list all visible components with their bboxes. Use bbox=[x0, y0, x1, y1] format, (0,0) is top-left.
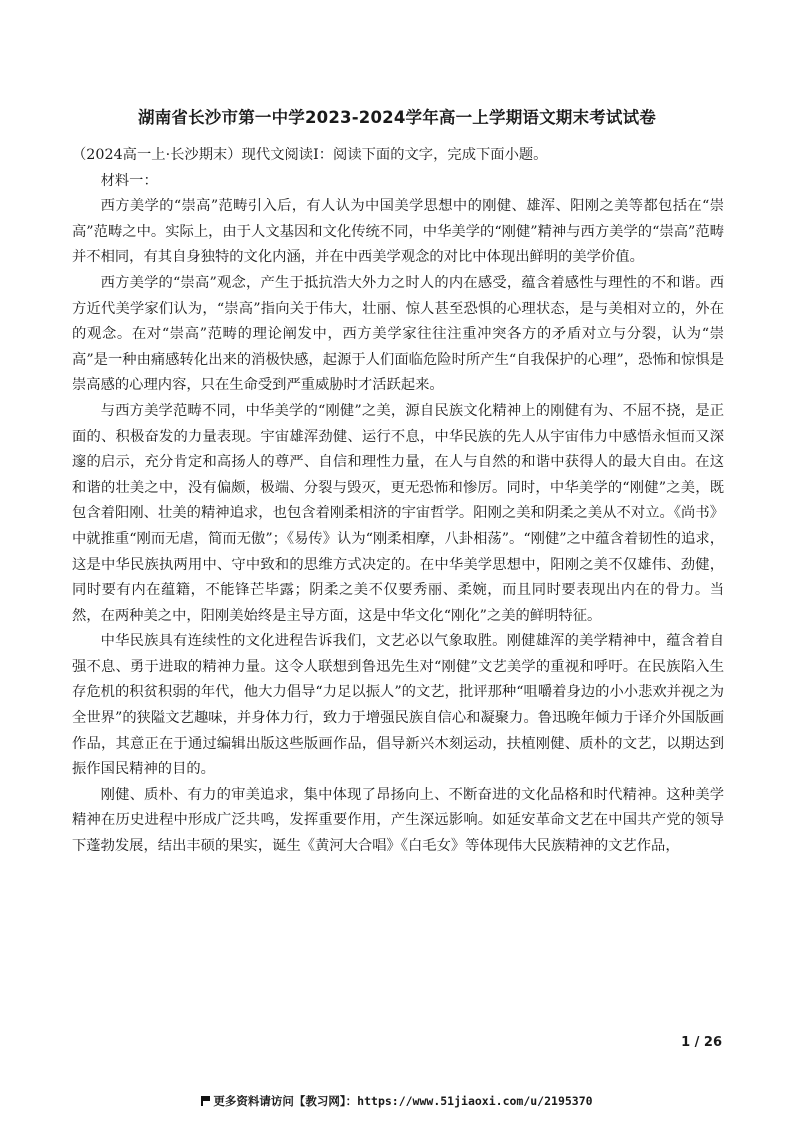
page-number: 1 / 26 bbox=[681, 1035, 722, 1050]
flag-icon bbox=[201, 1096, 210, 1106]
paragraph: 刚健、质朴、有力的审美追求，集中体现了昂扬向上、不断奋进的文化品格和时代精神。这种美学精神在历史进程中形成广泛共鸣，发挥重要作用，产生深远影响。如延安革命文艺在中国共产党的领导下蓬勃发展，结出丰硕的果实，诞生《黄河大合唱》《白毛女》等体现伟大民族精神的文艺作品， bbox=[72, 786, 724, 855]
document-body bbox=[72, 143, 724, 860]
paragraph: 西方美学的“崇高”观念，产生于抵抗浩大外力之时人的内在感受，蕴含着感性与理性的不和谐。西方近代美学家们认为，“崇高”指向关于伟大，壮丽、惊人甚至恐惧的心理状态，是与美相对立的，外在的观念。在对“崇高”范畴的理论阐发中，西方美学家往往注重冲突各方的矛盾对立与分裂，认为“崇高”是一种由痛感转化出来的消极快感，起源于人们面临危险时所产生“自我保护的心理”，恐怖和惊惧是崇高感的心理内容，只在生命受到严重威胁时才活跃起来。 bbox=[72, 274, 724, 394]
material-label: 材料一： bbox=[100, 172, 158, 189]
document-title: 湖南省长沙市第一中学2023-2024学年高一上学期语文期末考试试卷 bbox=[138, 108, 656, 127]
paragraph: 与西方美学范畴不同，中华美学的“刚健”之美，源自民族文化精神上的刚健有为、不屈不挠，是正面的、积极奋发的力量表现。宇宙雄浑劲健、运行不息，中华民族的先人从宇宙伟力中感悟永恒而又深邃的启示，充分肯定和高扬人的尊严、自信和理性力量，在人与自然的和谐中获得人的最大自由。在这和谐的壮美之中，没有偏颇，极端、分裂与毁灭，更无恐怖和惨厉。同时，中华美学的“刚健”之美，既包含着阳刚、壮美的精神追求，也包含着刚柔相济的宇宙哲学。阳刚之美和阴柔之美从不对立。《尚书》中就推重“刚而无虐，简而无傲”；《易传》认为“刚柔相摩，八卦相荡”。“刚健”之中蕴含着韧性的追求，这是中华民族执两用中、守中致和的思维方式决定的。在中华美学思想中，阳刚之美不仅雄伟、劲健，同时要有内在蕴籍，不能锋芒毕露；阴柔之美不仅要秀丽、柔婉，而且同时要表现出内在的骨力。当然，在两种美之中，阳刚美始终是主导方面，这是中华文化“刚化”之美的鲜明特征。 bbox=[72, 402, 724, 624]
footer-text[interactable]: 更多资料请访问【教习网】：https://www.51jiaoxi.com/u/2195370 bbox=[213, 1094, 593, 1108]
footer-link[interactable] bbox=[0, 1093, 794, 1109]
paragraph: 中华民族具有连续性的文化进程告诉我们，文艺必以气象取胜。刚健雄浑的美学精神中，蕴含着自强不息、勇于进取的精神力量。这令人联想到鲁迅先生对“刚健”文艺美学的重视和呼吁。在民族陷入生存危机的积贫积弱的年代，他大力倡导“力足以振人”的文艺，批评那种“咀嚼着身边的小小悲欢并视之为全世界”的狭隘文艺趣味，并身体力行，致力于增强民族自信心和凝聚力。鲁迅晚年倾力于译介外国版画作品，其意正在于通过编辑出版这些版画作品，倡导新兴木刻运动，扶植刚健、质朴的文艺，以期达到振作国民精神的目的。 bbox=[72, 633, 724, 778]
paragraph: 西方美学的“崇高”范畴引入后，有人认为中国美学思想中的刚健、雄浑、阳刚之美等都包括在“崇高”范畴之中。实际上，由于人文基因和文化传统不同，中华美学的“刚健”精神与西方美学的“崇高”范畴并不相同，有其自身独特的文化内涵，并在中西美学观念的对比中体现出鲜明的美学价值。 bbox=[72, 198, 724, 266]
question-source-line: （2024高一上·长沙期末）现代文阅读Ⅰ：阅读下面的文字，完成下面小题。 bbox=[72, 147, 548, 163]
